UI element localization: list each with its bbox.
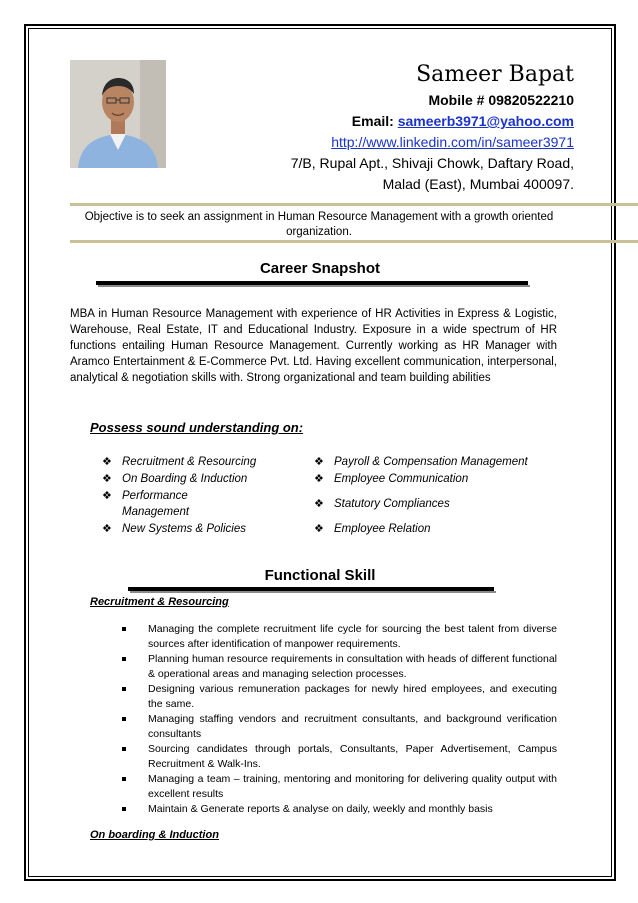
career-summary: MBA in Human Resource Management with experience of HR Activities in Express & Logistic, Warehouse, Real Estate, IT and Educational Industry. Exposure in a wide spectrum of HR functions entailing Human Resource Management. Currently working as HR Manager with Aramco Entertainment & E-Commerce Pvt. Ltd. Having excellent communication, interpersonal, analytical & negotiation skills with. Strong organizational and team building abilities <box>70 308 557 384</box>
diamond-bullet-icon: ❖ <box>102 523 112 535</box>
square-bullet-icon <box>122 657 126 661</box>
square-bullet-icon <box>122 627 126 631</box>
square-bullet-icon <box>122 807 126 811</box>
diamond-bullet-icon: ❖ <box>314 498 324 510</box>
objective-rule-bottom <box>70 240 638 243</box>
objective-rule-top <box>70 203 638 206</box>
list-item: ❖ New Systems & Policies <box>102 523 246 535</box>
contact-header <box>234 60 574 195</box>
career-snapshot-title: Career Snapshot <box>259 260 381 277</box>
square-bullet-icon <box>122 777 126 781</box>
list-item: ❖ Recruitment & Resourcing <box>102 456 257 468</box>
email-label: Email: <box>351 113 398 129</box>
recruitment-heading: Recruitment & Resourcing <box>90 596 229 608</box>
list-item: Sourcing candidates through portals, Consultants, Paper Advertisement, Campus Recruitment & Walk-Ins. <box>120 742 557 772</box>
list-item: ❖ Statutory Compliances <box>314 498 450 510</box>
functional-skill-underline-shadow <box>130 591 496 593</box>
onboarding-heading: On boarding & Induction <box>90 829 219 841</box>
list-item: Managing the complete recruitment life cycle for sourcing the best talent from diverse sources after identification of manpower requirements. <box>120 622 557 652</box>
list-item: ❖ On Boarding & Induction <box>102 473 248 485</box>
career-snapshot-underline-shadow <box>98 285 530 287</box>
square-bullet-icon <box>122 747 126 751</box>
list-item: Designing various remuneration packages for newly hired employees, and executing the same. <box>120 682 557 712</box>
functional-skill-title: Functional Skill <box>264 567 376 584</box>
understanding-left-list <box>100 454 280 537</box>
objective-text: Objective is to seek an assignment in Human Resource Management with a growth oriented organization. <box>84 211 554 238</box>
list-item: ❖ Employee Communication <box>314 473 469 485</box>
diamond-bullet-icon: ❖ <box>102 490 112 502</box>
list-item: ❖ Performance Management <box>102 490 190 518</box>
list-item: ❖ Payroll & Compensation Management <box>314 456 528 468</box>
diamond-bullet-icon: ❖ <box>102 473 112 485</box>
list-item: Managing staffing vendors and recruitment consultants, and background verification consultants <box>120 712 557 742</box>
address-line-1: 7/B, Rupal Apt., Shivaji Chowk, Daftary Road, <box>290 155 574 171</box>
square-bullet-icon <box>122 687 126 691</box>
linkedin-link[interactable]: http://www.linkedin.com/in/sameer3971 <box>331 134 574 150</box>
square-bullet-icon <box>122 717 126 721</box>
list-item: Maintain & Generate reports & analyse on daily, weekly and monthly basis <box>120 802 557 817</box>
diamond-bullet-icon: ❖ <box>314 473 324 485</box>
email-line <box>234 110 574 132</box>
email-link[interactable]: sameerb3971@yahoo.com <box>397 113 574 129</box>
list-item: ❖ Employee Relation <box>314 523 431 535</box>
address-line-2: Malad (East), Mumbai 400097. <box>382 176 574 192</box>
diamond-bullet-icon: ❖ <box>314 456 324 468</box>
list-item: Managing a team – training, mentoring and monitoring for delivering quality output with excellent results <box>120 772 557 802</box>
understanding-heading: Possess sound understanding on: <box>90 420 304 435</box>
profile-photo <box>70 60 166 168</box>
recruitment-points <box>120 622 557 817</box>
candidate-name: Sameer Bapat <box>416 62 574 87</box>
understanding-right-list <box>312 454 562 537</box>
list-item: Planning human resource requirements in consultation with heads of different functional & operational areas and managing selection processes. <box>120 652 557 682</box>
diamond-bullet-icon: ❖ <box>102 456 112 468</box>
mobile-number: Mobile # 09820522210 <box>428 92 574 108</box>
diamond-bullet-icon: ❖ <box>314 523 324 535</box>
